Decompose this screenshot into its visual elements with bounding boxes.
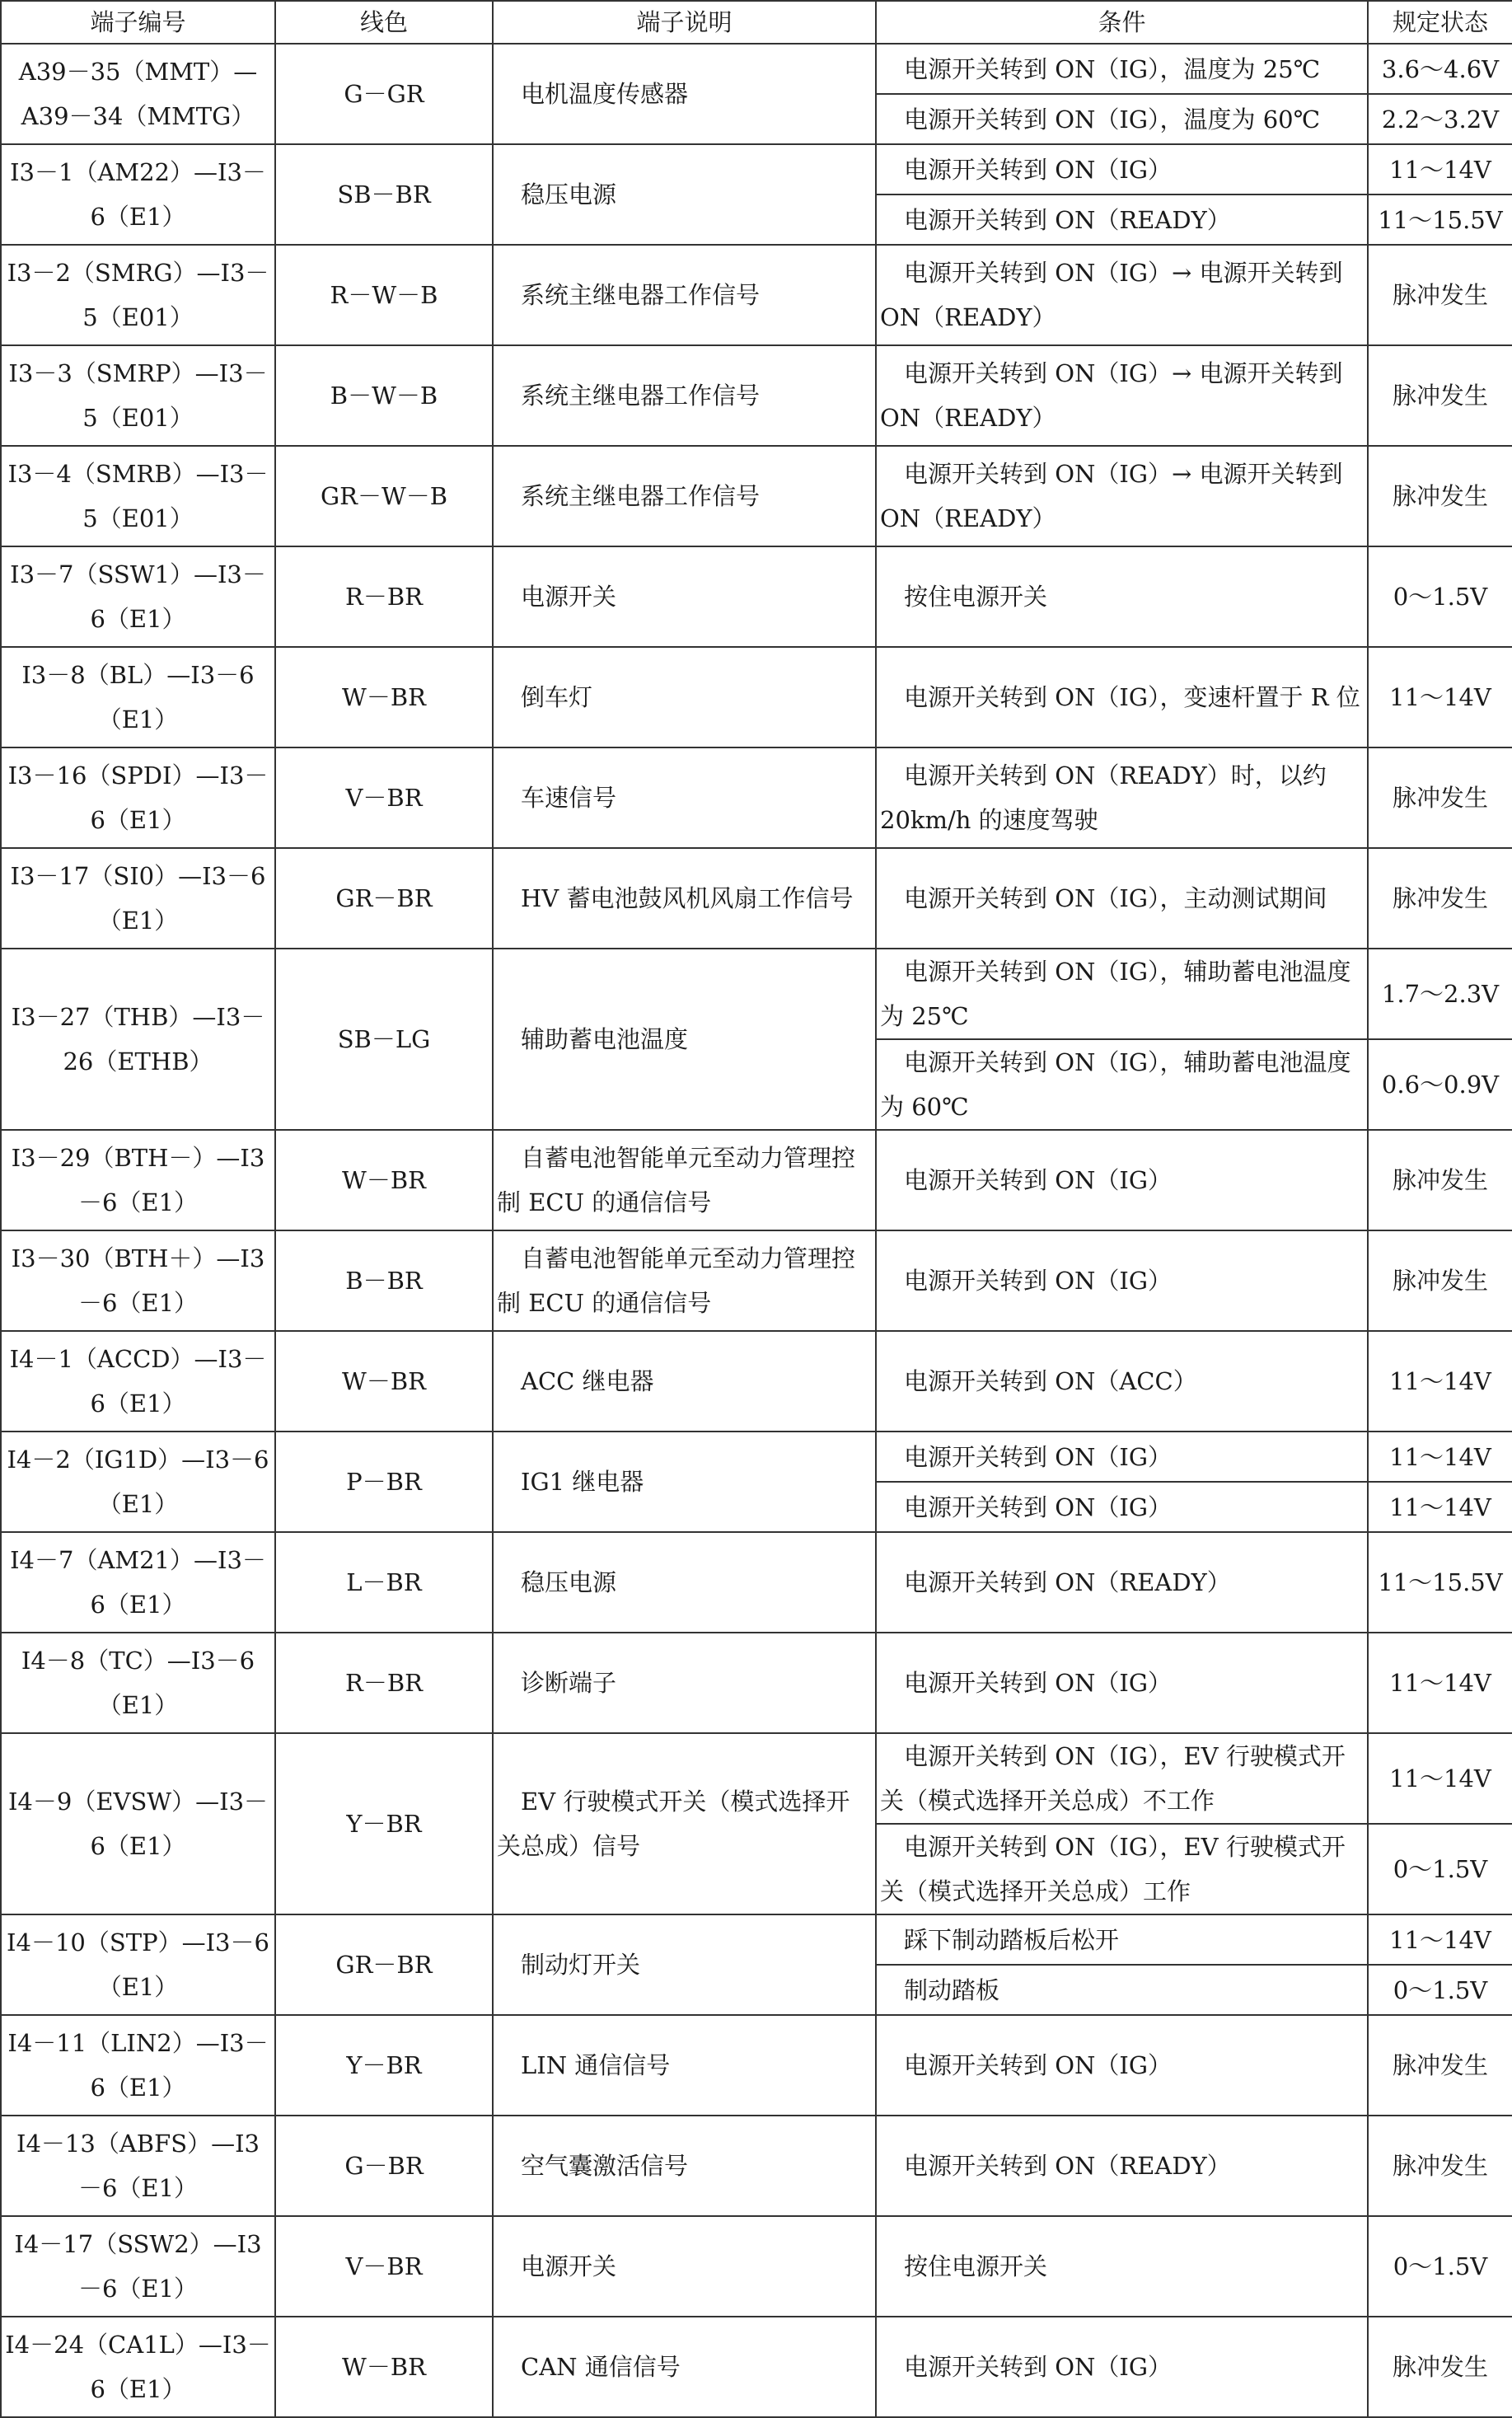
description-cell: 倒车灯 — [493, 647, 876, 747]
condition-cell: 电源开关转到 ON（IG），EV 行驶模式开关（模式选择开关总成）不工作 — [876, 1733, 1368, 1824]
header-condition: 条件 — [876, 1, 1368, 44]
spec-state-cell: 0～1.5V — [1368, 1824, 1512, 1914]
description-cell: 自蓄电池智能单元至动力管理控制 ECU 的通信信号 — [493, 1230, 876, 1331]
description-cell: 系统主继电器工作信号 — [493, 345, 876, 446]
condition-cell: 电源开关转到 ON（READY） — [876, 194, 1368, 245]
spec-state-cell: 脉冲发生 — [1368, 747, 1512, 848]
wire-color-cell: Y－BR — [275, 1733, 493, 1914]
condition-cell: 电源开关转到 ON（IG）→ 电源开关转到 ON（READY） — [876, 446, 1368, 546]
terminal-cell: I4－13（ABFS）—I3－6（E1） — [1, 2116, 275, 2216]
wire-color-cell: GR－BR — [275, 1914, 493, 2015]
terminal-cell: I3－2（SMRG）—I3－5（E01） — [1, 245, 275, 345]
terminal-cell: I3－29（BTH－）—I3－6（E1） — [1, 1130, 275, 1230]
spec-state-cell: 脉冲发生 — [1368, 2116, 1512, 2216]
table-row — [1, 2116, 1512, 2216]
spec-state-cell: 2.2～3.2V — [1368, 94, 1512, 144]
condition-cell: 电源开关转到 ON（IG） — [876, 1633, 1368, 1733]
table-row — [1, 345, 1512, 446]
header-wire-color: 线色 — [275, 1, 493, 44]
condition-cell: 电源开关转到 ON（READY）时，以约 20km/h 的速度驾驶 — [876, 747, 1368, 848]
condition-cell: 电源开关转到 ON（IG） — [876, 1130, 1368, 1230]
table-row — [1, 1532, 1512, 1633]
spec-state-cell: 11～14V — [1368, 1914, 1512, 1965]
terminal-cell: I4－11（LIN2）—I3－6（E1） — [1, 2015, 275, 2116]
table-row — [1, 144, 1512, 194]
spec-state-cell: 脉冲发生 — [1368, 2317, 1512, 2417]
description-cell: 系统主继电器工作信号 — [493, 446, 876, 546]
condition-cell: 电源开关转到 ON（IG） — [876, 1482, 1368, 1532]
description-cell: 电源开关 — [493, 2216, 876, 2317]
condition-cell: 电源开关转到 ON（IG），温度为 60℃ — [876, 94, 1368, 144]
spec-state-cell: 脉冲发生 — [1368, 848, 1512, 949]
terminal-cell: I3－4（SMRB）—I3－5（E01） — [1, 446, 275, 546]
condition-cell: 电源开关转到 ON（IG）→ 电源开关转到 ON（READY） — [876, 245, 1368, 345]
condition-cell: 电源开关转到 ON（IG），EV 行驶模式开关（模式选择开关总成）工作 — [876, 1824, 1368, 1914]
condition-cell: 电源开关转到 ON（IG） — [876, 144, 1368, 194]
description-cell: 诊断端子 — [493, 1633, 876, 1733]
condition-cell: 按住电源开关 — [876, 546, 1368, 647]
spec-state-cell: 11～14V — [1368, 1633, 1512, 1733]
description-cell: 电源开关 — [493, 546, 876, 647]
spec-state-cell: 1.7～2.3V — [1368, 949, 1512, 1039]
spec-state-cell: 0～1.5V — [1368, 1965, 1512, 2015]
table-row — [1, 2216, 1512, 2317]
spec-state-cell: 脉冲发生 — [1368, 1130, 1512, 1230]
terminal-cell: I3－3（SMRP）—I3－5（E01） — [1, 345, 275, 446]
spec-state-cell: 0.6～0.9V — [1368, 1039, 1512, 1130]
spec-state-cell: 11～15.5V — [1368, 1532, 1512, 1633]
spec-state-cell: 脉冲发生 — [1368, 345, 1512, 446]
terminal-cell: I4－2（IG1D）—I3－6（E1） — [1, 1432, 275, 1532]
wire-color-cell: R－BR — [275, 546, 493, 647]
terminal-cell: I3－8（BL）—I3－6（E1） — [1, 647, 275, 747]
header-description: 端子说明 — [493, 1, 876, 44]
spec-state-cell: 0～1.5V — [1368, 546, 1512, 647]
terminal-cell: I4－8（TC）—I3－6（E1） — [1, 1633, 275, 1733]
terminal-cell: I4－7（AM21）—I3－6（E1） — [1, 1532, 275, 1633]
terminal-cell: I3－30（BTH＋）—I3－6（E1） — [1, 1230, 275, 1331]
description-cell: 空气囊激活信号 — [493, 2116, 876, 2216]
table-row — [1, 1733, 1512, 1824]
terminal-cell: I3－7（SSW1）—I3－6（E1） — [1, 546, 275, 647]
wire-color-cell: B－BR — [275, 1230, 493, 1331]
spec-state-cell: 11～15.5V — [1368, 194, 1512, 245]
condition-cell: 电源开关转到 ON（IG） — [876, 2015, 1368, 2116]
terminal-cell: I3－17（SI0）—I3－6（E1） — [1, 848, 275, 949]
description-cell: 制动灯开关 — [493, 1914, 876, 2015]
condition-cell: 电源开关转到 ON（IG） — [876, 1432, 1368, 1482]
wire-color-cell: W－BR — [275, 1331, 493, 1432]
condition-cell: 电源开关转到 ON（READY） — [876, 2116, 1368, 2216]
condition-cell: 电源开关转到 ON（IG），主动测试期间 — [876, 848, 1368, 949]
wire-color-cell: G－BR — [275, 2116, 493, 2216]
table-row — [1, 1432, 1512, 1482]
table-row — [1, 1130, 1512, 1230]
description-cell: LIN 通信信号 — [493, 2015, 876, 2116]
spec-state-cell: 脉冲发生 — [1368, 245, 1512, 345]
table-row — [1, 747, 1512, 848]
header-spec-state: 规定状态 — [1368, 1, 1512, 44]
description-cell: 系统主继电器工作信号 — [493, 245, 876, 345]
table-row — [1, 949, 1512, 1039]
wire-color-cell: W－BR — [275, 1130, 493, 1230]
terminal-cell: I4－10（STP）—I3－6（E1） — [1, 1914, 275, 2015]
terminal-cell: I4－1（ACCD）—I3－6（E1） — [1, 1331, 275, 1432]
table-row — [1, 848, 1512, 949]
terminal-cell: I3－16（SPDI）—I3－6（E1） — [1, 747, 275, 848]
table-row — [1, 2317, 1512, 2417]
wire-color-cell: R－BR — [275, 1633, 493, 1733]
wire-color-cell: P－BR — [275, 1432, 493, 1532]
description-cell: ACC 继电器 — [493, 1331, 876, 1432]
table-row — [1, 1331, 1512, 1432]
condition-cell: 电源开关转到 ON（IG）→ 电源开关转到 ON（READY） — [876, 345, 1368, 446]
spec-state-cell: 11～14V — [1368, 1482, 1512, 1532]
spec-state-cell: 11～14V — [1368, 1432, 1512, 1482]
spec-state-cell: 11～14V — [1368, 647, 1512, 747]
spec-state-cell: 脉冲发生 — [1368, 2015, 1512, 2116]
condition-cell: 电源开关转到 ON（IG），温度为 25℃ — [876, 44, 1368, 94]
table-row — [1, 546, 1512, 647]
table-row — [1, 1230, 1512, 1331]
wire-color-cell: V－BR — [275, 747, 493, 848]
description-cell: 车速信号 — [493, 747, 876, 848]
terminal-cell: I3－27（THB）—I3－26（ETHB） — [1, 949, 275, 1130]
wire-color-cell: R－W－B — [275, 245, 493, 345]
spec-state-cell: 11～14V — [1368, 1331, 1512, 1432]
spec-state-cell: 0～1.5V — [1368, 2216, 1512, 2317]
wire-color-cell: Y－BR — [275, 2015, 493, 2116]
terminal-cell: I4－17（SSW2）—I3－6（E1） — [1, 2216, 275, 2317]
header-terminal: 端子编号 — [1, 1, 275, 44]
condition-cell: 电源开关转到 ON（IG） — [876, 1230, 1368, 1331]
condition-cell: 电源开关转到 ON（IG），辅助蓄电池温度为 60℃ — [876, 1039, 1368, 1130]
wire-color-cell: GR－W－B — [275, 446, 493, 546]
condition-cell: 电源开关转到 ON（IG），变速杆置于 R 位 — [876, 647, 1368, 747]
description-cell: 自蓄电池智能单元至动力管理控制 ECU 的通信信号 — [493, 1130, 876, 1230]
condition-cell: 制动踏板 — [876, 1965, 1368, 2015]
terminal-cell: I4－9（EVSW）—I3－6（E1） — [1, 1733, 275, 1914]
table-header-row — [1, 1, 1512, 44]
wire-color-cell: SB－BR — [275, 144, 493, 245]
table-row — [1, 44, 1512, 94]
description-cell: EV 行驶模式开关（模式选择开关总成）信号 — [493, 1733, 876, 1914]
table-row — [1, 2015, 1512, 2116]
description-cell: HV 蓄电池鼓风机风扇工作信号 — [493, 848, 876, 949]
spec-state-cell: 脉冲发生 — [1368, 446, 1512, 546]
terminal-cell: A39－35（MMT）—A39－34（MMTG） — [1, 44, 275, 144]
wire-color-cell: G－GR — [275, 44, 493, 144]
description-cell: CAN 通信信号 — [493, 2317, 876, 2417]
spec-state-cell: 11～14V — [1368, 144, 1512, 194]
table-row — [1, 647, 1512, 747]
wire-color-cell: W－BR — [275, 2317, 493, 2417]
condition-cell: 电源开关转到 ON（ACC） — [876, 1331, 1368, 1432]
description-cell: 辅助蓄电池温度 — [493, 949, 876, 1130]
condition-cell: 按住电源开关 — [876, 2216, 1368, 2317]
description-cell: 电机温度传感器 — [493, 44, 876, 144]
spec-state-cell: 11～14V — [1368, 1733, 1512, 1824]
terminal-cell: I3－1（AM22）—I3－6（E1） — [1, 144, 275, 245]
condition-cell: 电源开关转到 ON（IG），辅助蓄电池温度为 25℃ — [876, 949, 1368, 1039]
spec-state-cell: 3.6～4.6V — [1368, 44, 1512, 94]
condition-cell: 踩下制动踏板后松开 — [876, 1914, 1368, 1965]
terminal-cell: I4－24（CA1L）—I3－6（E1） — [1, 2317, 275, 2417]
wire-color-cell: V－BR — [275, 2216, 493, 2317]
description-cell: 稳压电源 — [493, 144, 876, 245]
wire-color-cell: GR－BR — [275, 848, 493, 949]
description-cell: 稳压电源 — [493, 1532, 876, 1633]
wire-color-cell: SB－LG — [275, 949, 493, 1130]
table-row — [1, 446, 1512, 546]
table-row — [1, 1633, 1512, 1733]
table-body — [1, 44, 1512, 2417]
condition-cell: 电源开关转到 ON（IG） — [876, 2317, 1368, 2417]
wire-color-cell: W－BR — [275, 647, 493, 747]
wire-color-cell: B－W－B — [275, 345, 493, 446]
spec-state-cell: 脉冲发生 — [1368, 1230, 1512, 1331]
description-cell: IG1 继电器 — [493, 1432, 876, 1532]
wire-color-cell: L－BR — [275, 1532, 493, 1633]
condition-cell: 电源开关转到 ON（READY） — [876, 1532, 1368, 1633]
table-row — [1, 245, 1512, 345]
table-row — [1, 1914, 1512, 1965]
